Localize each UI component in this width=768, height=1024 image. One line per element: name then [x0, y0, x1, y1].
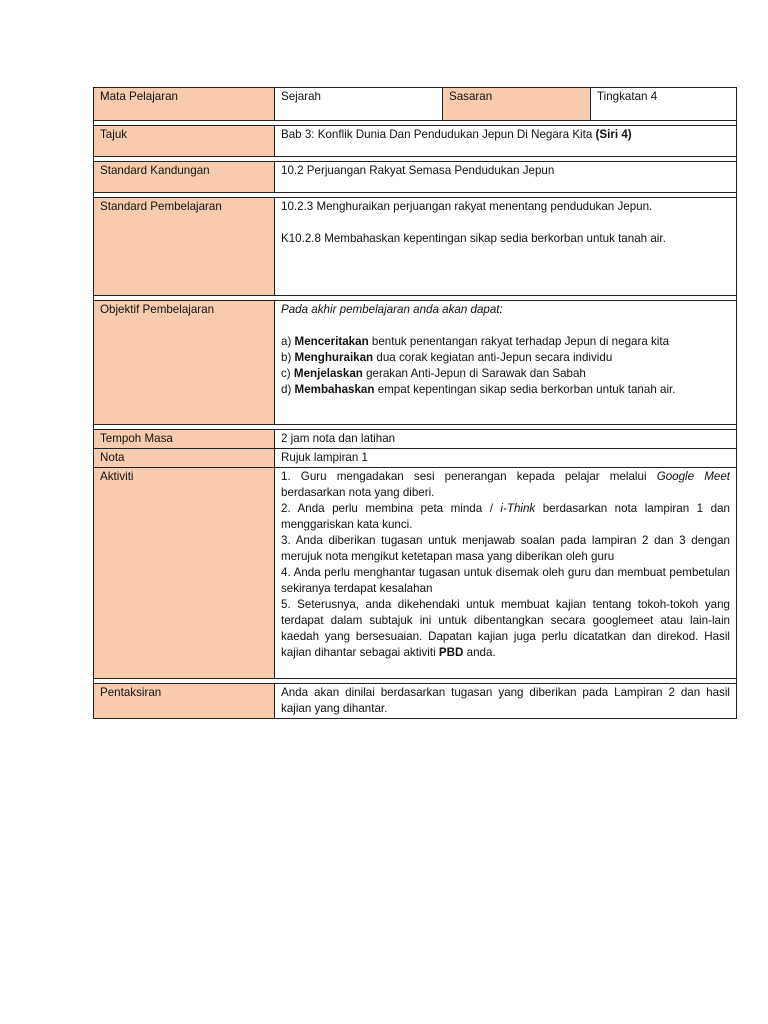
activity-item: 2. Anda perlu membina peta minda / i-Think berdasarkan nota lampiran 1 dan menggariskan kata kunci.: [281, 502, 730, 531]
activities-label: Aktiviti: [94, 468, 275, 679]
learning-standard-line-2: K10.2.8 Membahaskan kepentingan sikap sedia berkorban untuk tanah air.: [281, 232, 666, 245]
row-subject: [94, 88, 737, 121]
content-standard-value: 10.2 Perjuangan Rakyat Semasa Pendudukan Jepun: [275, 162, 737, 193]
row-duration: [94, 430, 737, 449]
objective-item: d) Membahaskan empat kepentingan sikap sedia berkorban untuk tanah air.: [281, 383, 676, 396]
objective-item: c) Menjelaskan gerakan Anti-Jepun di Sarawak dan Sabah: [281, 367, 586, 380]
lesson-plan-table: [93, 87, 737, 719]
activity-item: 5. Seterusnya, anda dikehendaki untuk membuat kajian tentang tokoh-tokoh yang terdapat dalam subtajuk ini untuk dibentangkan secara googlemeet atau lain-lain kaedah yang bersesuaian. Dapatan kajian juga perlu dicatatkan dan direkod. Hasil kajian dihantar sebagai aktiviti PBD anda.: [281, 598, 730, 659]
activities-value: [275, 468, 737, 679]
topic-label: Tajuk: [94, 126, 275, 157]
row-objectives: [94, 301, 737, 425]
learning-standard-value: [275, 198, 737, 296]
row-content-standard: [94, 162, 737, 193]
notes-label: Nota: [94, 449, 275, 468]
duration-label: Tempoh Masa: [94, 430, 275, 449]
notes-value: Rujuk lampiran 1: [275, 449, 737, 468]
row-notes: [94, 449, 737, 468]
subject-value: Sejarah: [275, 88, 443, 121]
duration-value: 2 jam nota dan latihan: [275, 430, 737, 449]
row-activities: [94, 468, 737, 679]
topic-series: (Siri 4): [595, 128, 632, 141]
objectives-intro: Pada akhir pembelajaran anda akan dapat:: [281, 303, 503, 316]
objective-item: a) Menceritakan bentuk penentangan rakyat terhadap Jepun di negara kita: [281, 335, 670, 348]
topic-text: Bab 3: Konflik Dunia Dan Pendudukan Jepun Di Negara Kita: [281, 128, 593, 141]
objectives-label: Objektif Pembelajaran: [94, 301, 275, 425]
row-learning-standard: [94, 198, 737, 296]
content-standard-label: Standard Kandungan: [94, 162, 275, 193]
subject-label: Mata Pelajaran: [94, 88, 275, 121]
row-topic: [94, 126, 737, 157]
activity-item: 4. Anda perlu menghantar tugasan untuk disemak oleh guru dan membuat pembetulan sekiranya terdapat kesalahan: [281, 566, 730, 595]
learning-standard-line-1: 10.2.3 Menghuraikan perjuangan rakyat menentang pendudukan Jepun.: [281, 200, 653, 213]
topic-value: [275, 126, 737, 157]
target-value: Tingkatan 4: [591, 88, 737, 121]
assessment-value: Anda akan dinilai berdasarkan tugasan yang diberikan pada Lampiran 2 dan hasil kajian yang dihantar.: [275, 684, 737, 719]
objectives-value: [275, 301, 737, 425]
learning-standard-label: Standard Pembelajaran: [94, 198, 275, 296]
row-assessment: [94, 684, 737, 719]
activity-item: 1. Guru mengadakan sesi penerangan kepada pelajar melalui Google Meet berdasarkan nota yang diberi.: [281, 470, 730, 499]
activity-item: 3. Anda diberikan tugasan untuk menjawab soalan pada lampiran 2 dan 3 dengan merujuk nota mengikut ketetapan masa yang diberikan oleh guru: [281, 534, 730, 563]
assessment-label: Pentaksiran: [94, 684, 275, 719]
objective-item: b) Menghuraikan dua corak kegiatan anti-Jepun secara individu: [281, 351, 613, 364]
target-label: Sasaran: [443, 88, 591, 121]
